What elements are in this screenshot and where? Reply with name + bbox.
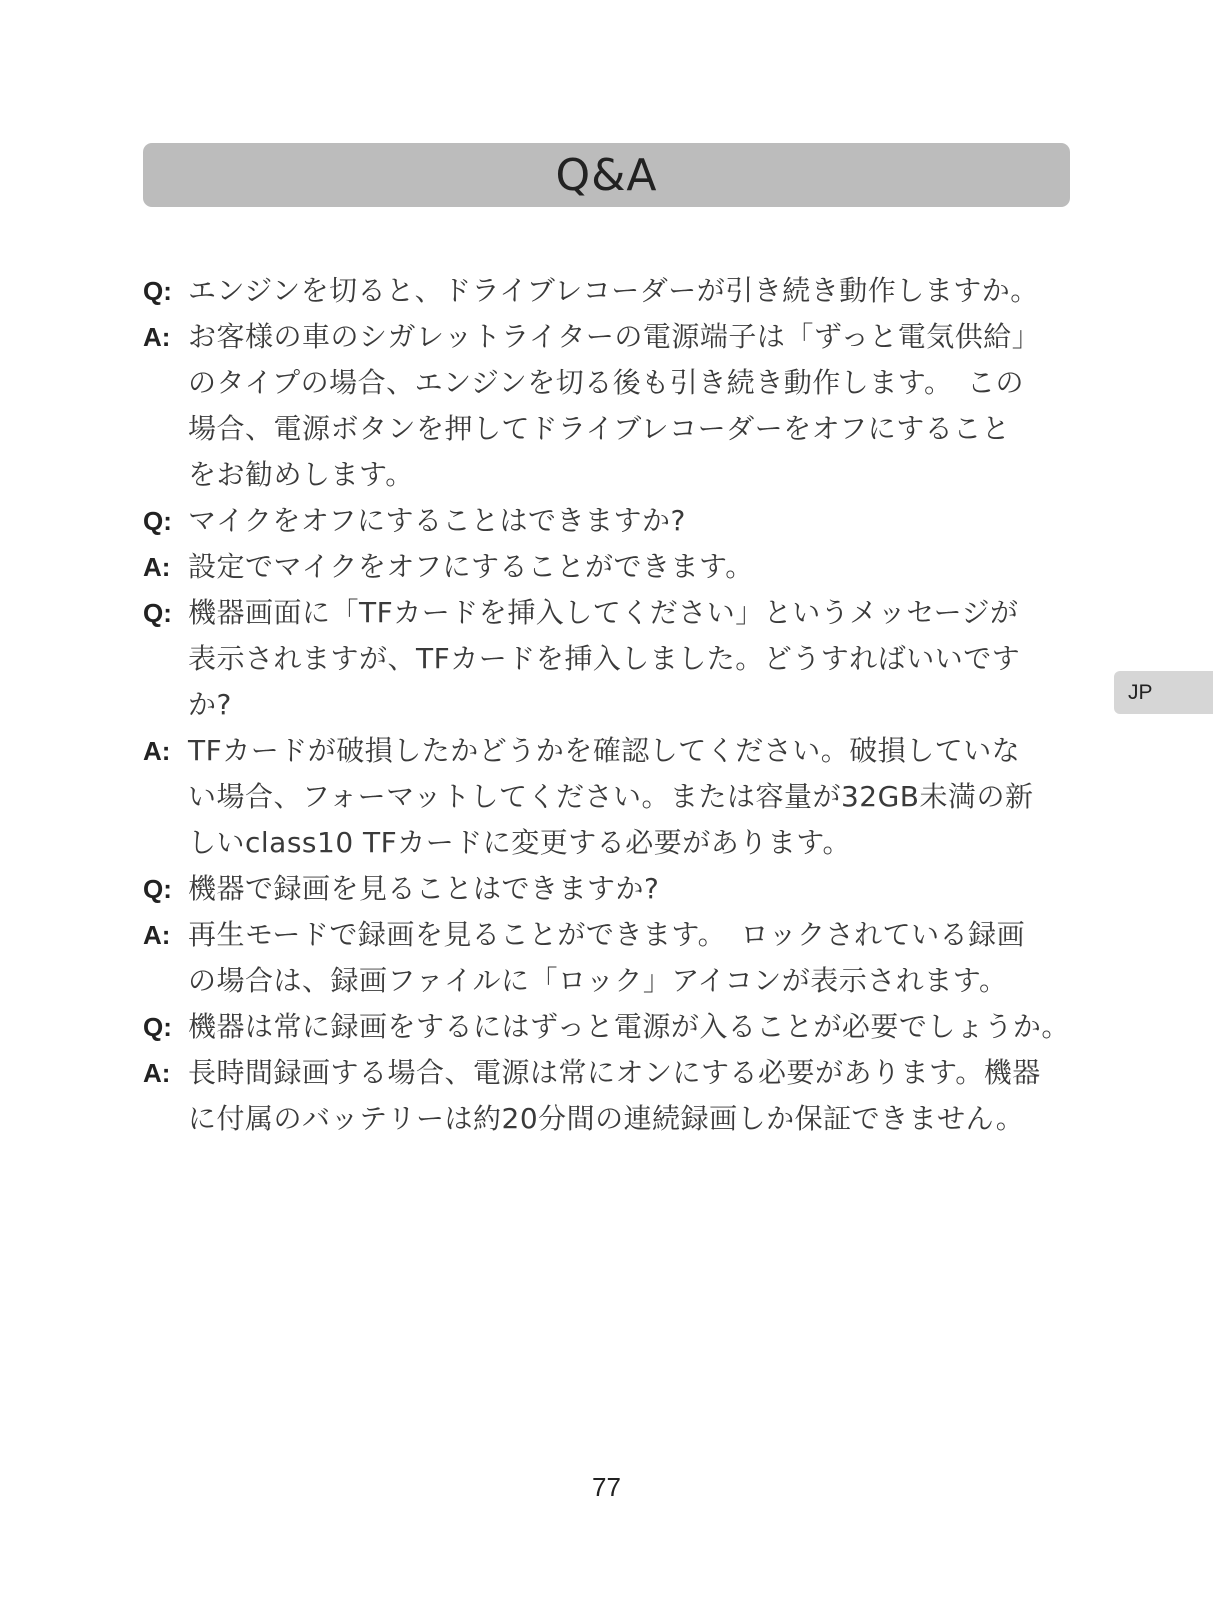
qa-text: 機器は常に録画をするにはずっと電源が入ることが必要でしょうか。 bbox=[188, 1010, 1070, 1043]
qa-question bbox=[143, 1004, 1073, 1050]
qa-label: A: bbox=[143, 552, 171, 582]
qa-answer bbox=[143, 728, 1073, 866]
qa-label: Q: bbox=[143, 276, 172, 306]
language-tab bbox=[1114, 671, 1213, 714]
qa-label: Q: bbox=[143, 1012, 172, 1042]
language-tab-label: JP bbox=[1128, 680, 1153, 704]
qa-list bbox=[143, 268, 1073, 1142]
qa-text: 機器画面に「TFカードを挿入してください」というメッセージが 表示されますが、TFカードを挿入しました。どうすればいいです か? bbox=[188, 596, 1021, 721]
title-bar bbox=[143, 143, 1070, 207]
qa-text: エンジンを切ると、ドライブレコーダーが引き続き動作しますか。 bbox=[188, 274, 1039, 307]
qa-answer bbox=[143, 544, 1073, 590]
qa-label: A: bbox=[143, 920, 171, 950]
qa-label: A: bbox=[143, 736, 171, 766]
qa-text: 設定でマイクをオフにすることができます。 bbox=[188, 550, 754, 583]
qa-question bbox=[143, 866, 1073, 912]
qa-label: Q: bbox=[143, 874, 172, 904]
qa-label: A: bbox=[143, 322, 171, 352]
qa-text: マイクをオフにすることはできますか? bbox=[188, 504, 686, 537]
page-title: Q&A bbox=[555, 149, 658, 201]
qa-question bbox=[143, 268, 1073, 314]
qa-text: お客様の車のシガレットライターの電源端子は「ずっと電気供給」 のタイプの場合、エンジンを切る後も引き続き動作します。 この 場合、電源ボタンを押してドライブレコーダーをオフにすること をお勧めします。 bbox=[188, 320, 1041, 491]
qa-label: Q: bbox=[143, 506, 172, 536]
qa-answer bbox=[143, 1050, 1073, 1142]
qa-text: 長時間録画する場合、電源は常にオンにする必要があります。機器 に付属のバッテリーは約20分間の連続録画しか保証できません。 bbox=[188, 1056, 1041, 1135]
page-number: 77 bbox=[592, 1472, 621, 1502]
qa-text: 再生モードで録画を見ることができます。 ロックされている録画 の場合は、録画ファイルに「ロック」アイコンが表示されます。 bbox=[188, 918, 1026, 997]
qa-label: A: bbox=[143, 1058, 171, 1088]
qa-answer bbox=[143, 314, 1073, 498]
qa-question bbox=[143, 590, 1073, 728]
qa-answer bbox=[143, 912, 1073, 1004]
qa-question bbox=[143, 498, 1073, 544]
qa-text: TFカードが破損したかどうかを確認してください。破損していな い場合、フォーマットしてください。または容量が32GB未満の新 しいclass10 TFカードに変更する必要があります。 bbox=[188, 734, 1034, 859]
qa-label: Q: bbox=[143, 598, 172, 628]
qa-text: 機器で録画を見ることはできますか? bbox=[188, 872, 660, 905]
